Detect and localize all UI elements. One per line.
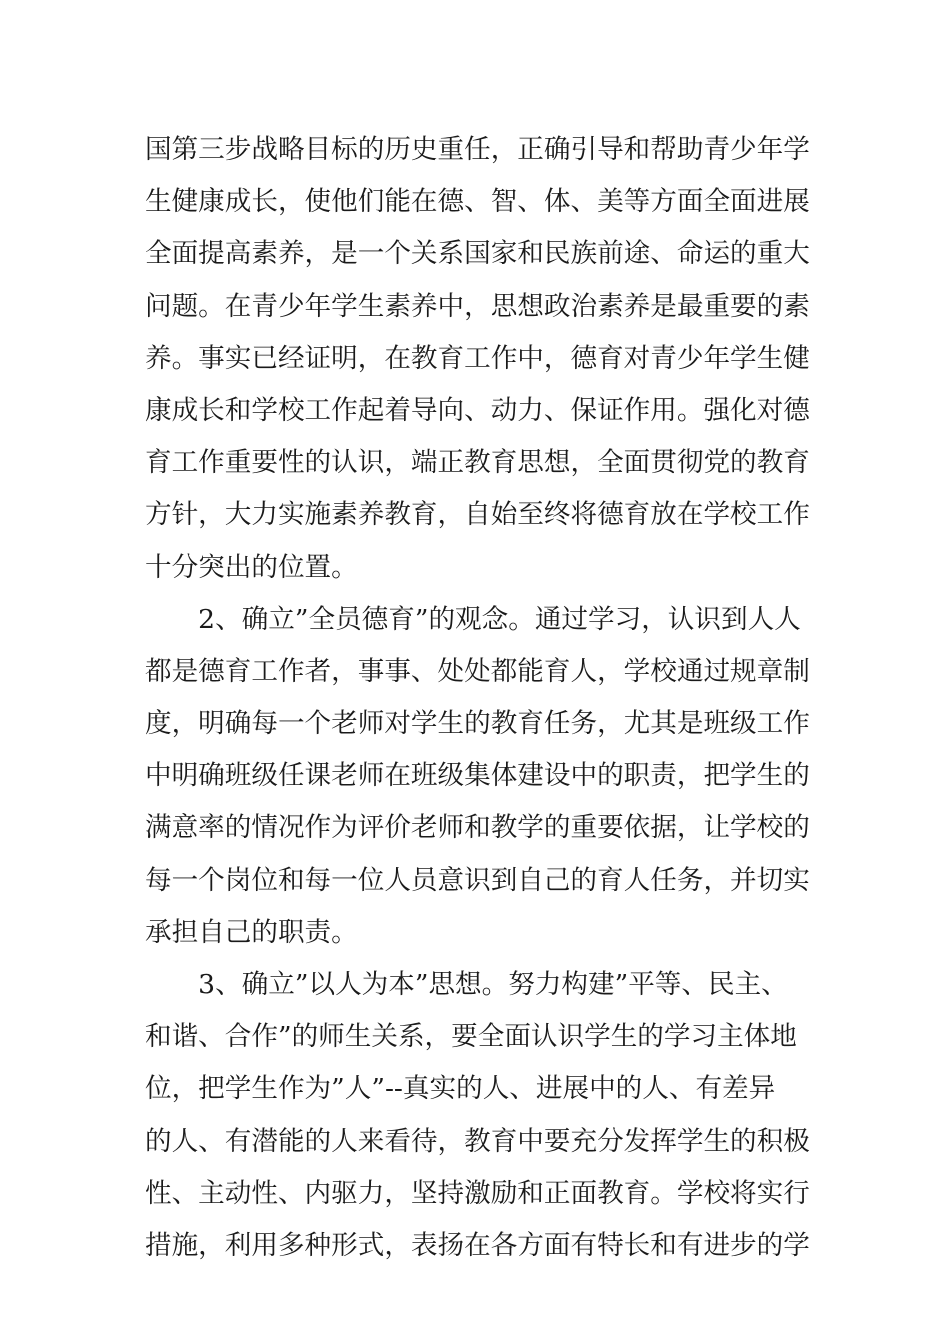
text-line: 育工作重要性的认识，端正教育思想，全面贯彻党的教育	[145, 447, 810, 479]
text-line: 都是德育工作者，事事、处处都能育人，学校通过规章制	[145, 655, 810, 687]
text-line: 度，明确每一个老师对学生的教育任务，尤其是班级工作	[145, 708, 810, 740]
text-line: 3、确立”以人为本”思想。努力构建”平等、民主、	[145, 969, 788, 1000]
text-line: 方针，大力实施素养教育，自始至终将德育放在学校工作	[145, 499, 810, 531]
text-line: 康成长和学校工作起着导向、动力、保证作用。强化对德	[145, 394, 810, 426]
text-line: 生健康成长，使他们能在德、智、体、美等方面全面进展	[145, 186, 810, 218]
text-line: 问题。在青少年学生素养中，思想政治素养是最重要的素	[145, 290, 810, 322]
text-line: 位，把学生作为”人”--真实的人、进展中的人、有差异	[145, 1073, 776, 1105]
text-line: 的人、有潜能的人来看待，教育中要充分发挥学生的积极	[145, 1125, 810, 1157]
text-line: 养。事实已经证明，在教育工作中，德育对青少年学生健	[145, 342, 810, 374]
text-line: 和谐、合作”的师生关系，要全面认识学生的学习主体地	[145, 1021, 797, 1053]
text-line: 满意率的情况作为评价老师和教学的重要依据，让学校的	[145, 812, 810, 844]
text-line: 2、确立”全员德育”的观念。通过学习，认识到人人	[145, 603, 801, 635]
text-line: 性、主动性、内驱力，坚持激励和正面教育。学校将实行	[145, 1177, 810, 1209]
text-line: 中明确班级任课老师在班级集体建设中的职责，把学生的	[145, 760, 810, 792]
text-line: 措施，利用多种形式，表扬在各方面有特长和有进步的学	[145, 1229, 810, 1261]
text-line: 每一个岗位和每一位人员意识到自己的育人任务，并切实	[145, 864, 810, 896]
document-body	[145, 128, 815, 1276]
text-line: 国第三步战略目标的历史重任，正确引导和帮助青少年学	[145, 134, 810, 165]
text-line: 承担自己的职责。	[145, 916, 358, 948]
text-line: 十分突出的位置。	[145, 551, 358, 583]
text-line: 全面提高素养，是一个关系国家和民族前途、命运的重大	[145, 238, 810, 270]
